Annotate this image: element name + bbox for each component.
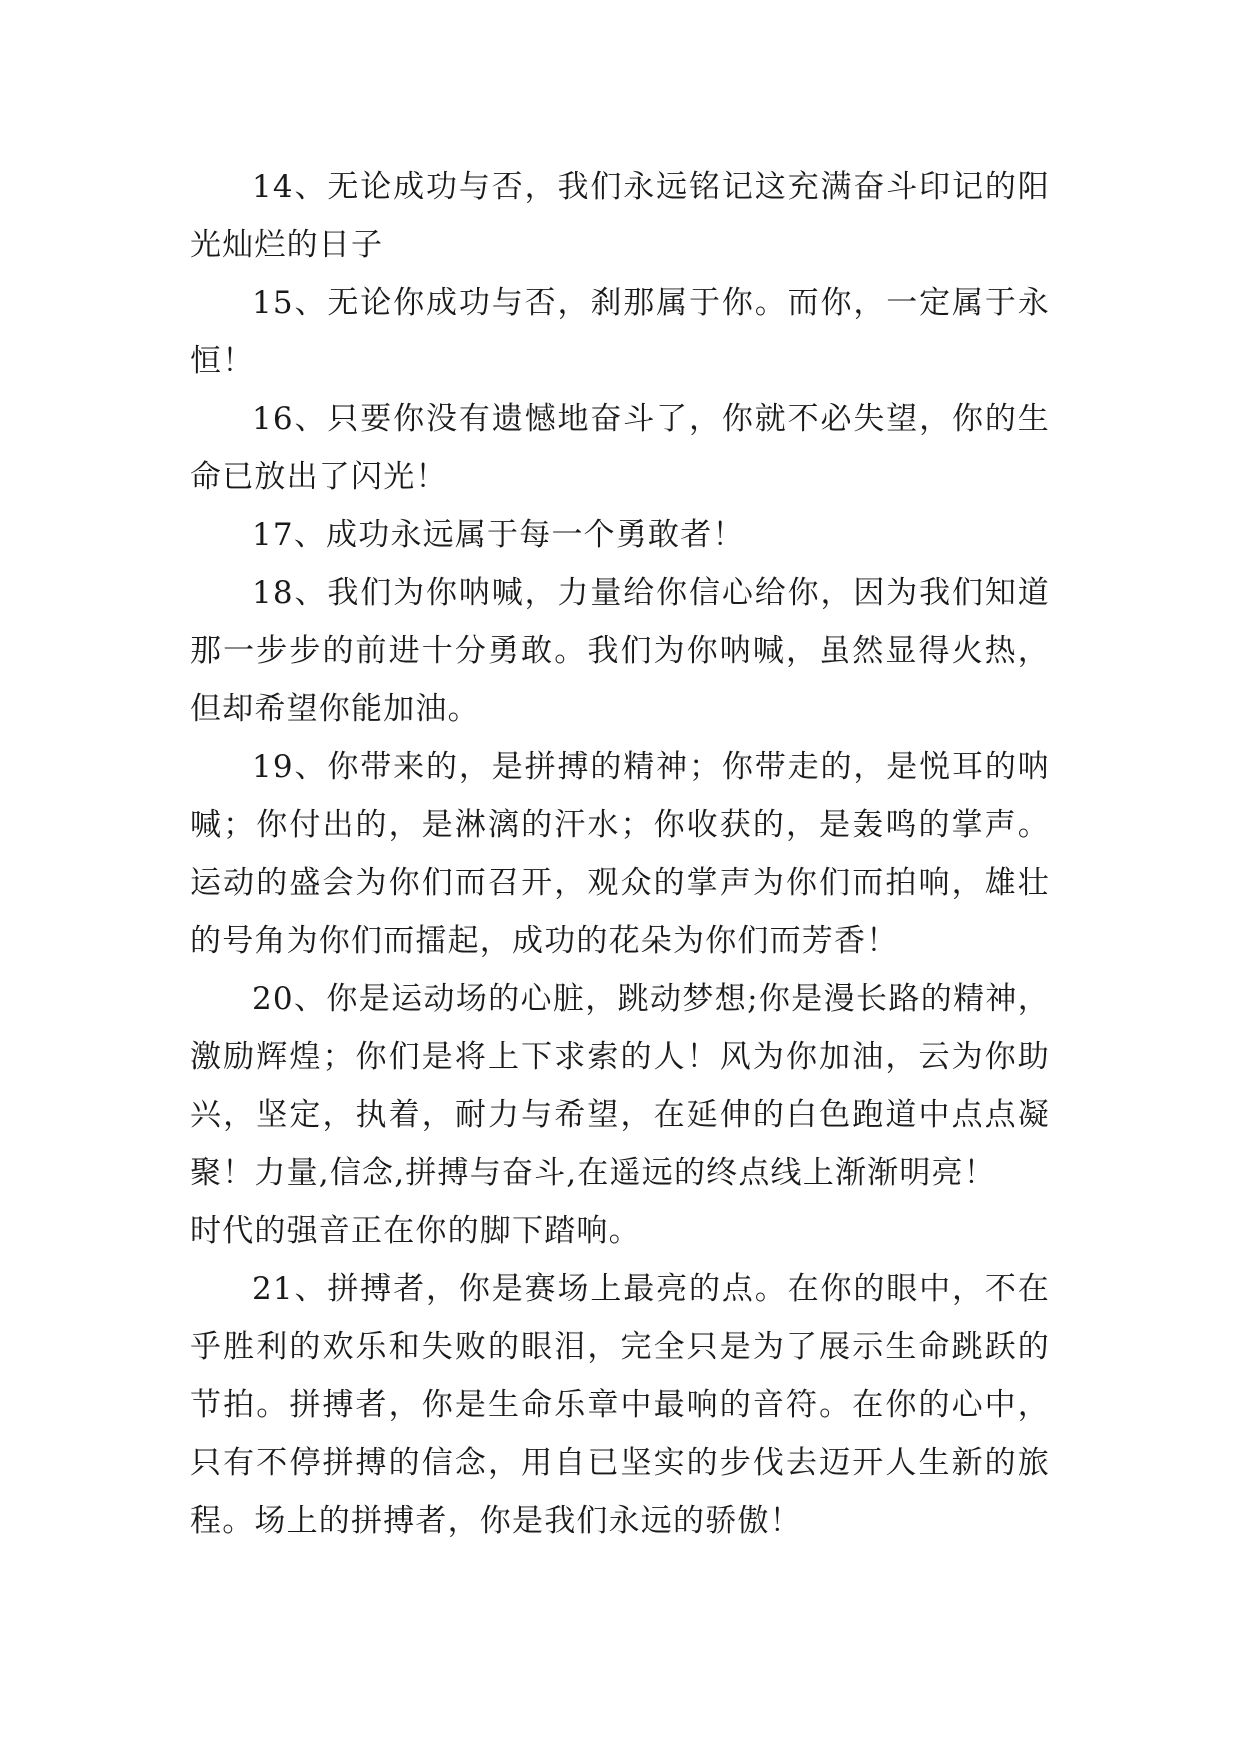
paragraph-15: 15、无论你成功与否，刹那属于你。而你，一定属于永恒！ xyxy=(190,285,1050,379)
paragraph-16: 16、只要你没有遗憾地奋斗了，你就不必失望，你的生命已放出了闪光！ xyxy=(190,401,1050,495)
paragraph-14: 14、无论成功与否，我们永远铭记这充满奋斗印记的阳光灿烂的日子 xyxy=(190,169,1050,263)
paragraph-18: 18、我们为你呐喊，力量给你信心给你，因为我们知道那一步步的前进十分勇敢。我们为你呐喊，虽然显得火热，但却希望你能加油。 xyxy=(190,575,1050,727)
paragraph-19: 19、你带来的，是拼搏的精神；你带走的，是悦耳的呐喊；你付出的，是淋漓的汗水；你收获的，是轰鸣的掌声。运动的盛会为你们而召开，观众的掌声为你们而拍响，雄壮的号角为你们而擂起，成功的花朵为你们而芳香！ xyxy=(190,749,1050,959)
paragraph-17: 17、成功永远属于每一个勇敢者！ xyxy=(252,517,745,553)
paragraph-20-continuation: 时代的强音正在你的脚下踏响。 xyxy=(190,1213,641,1249)
paragraph-20: 20、你是运动场的心脏，跳动梦想;你是漫长路的精神，激励辉煌；你们是将上下求索的人！风为你加油，云为你助兴，坚定，执着，耐力与希望，在延伸的白色跑道中点点凝聚！力量,信念,拼搏与奋斗,在遥远的终点线上渐渐明亮！ xyxy=(190,981,1050,1191)
document-body xyxy=(190,158,1050,1550)
paragraph-21: 21、拼搏者，你是赛场上最亮的点。在你的眼中，不在乎胜利的欢乐和失败的眼泪，完全只是为了展示生命跳跃的节拍。拼搏者，你是生命乐章中最响的音符。在你的心中，只有不停拼搏的信念，用自已坚实的步伐去迈开人生新的旅程。场上的拼搏者，你是我们永远的骄傲！ xyxy=(190,1271,1050,1539)
